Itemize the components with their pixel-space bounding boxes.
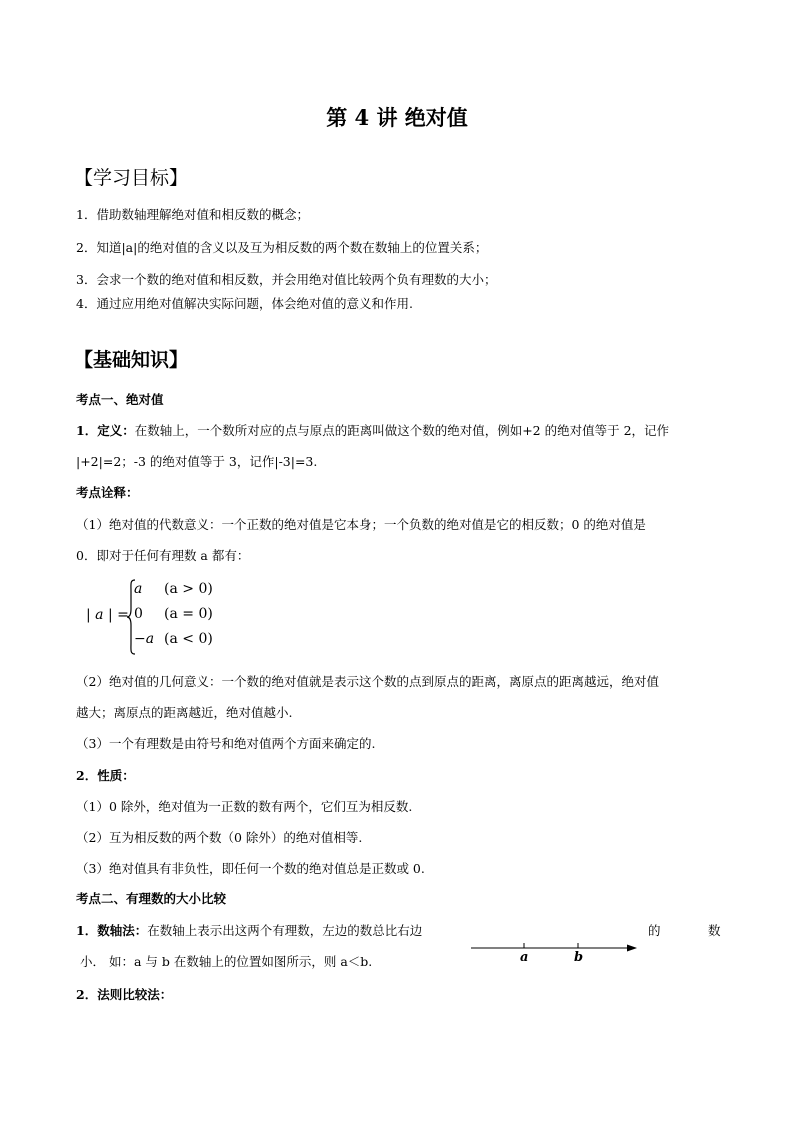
property-item: （3）绝对值具有非负性，即任何一个数的绝对值总是正数或 0. [76,861,425,876]
number-line-label-b: b [574,950,584,965]
objective-item: 1．借助数轴理解绝对值和相反数的概念； [76,207,309,222]
formula-value: 0 [134,606,143,622]
method1-text: 在数轴上表示出这两个有理数，左边的数总比右边 [147,923,423,938]
formula-condition: (a = 0) [164,606,213,622]
definition-text: 在数轴上，一个数所对应的点与原点的距离叫做这个数的绝对值，例如+2 的绝对值等于 2，记作 [134,423,670,438]
basics-heading: 【基础知识】 [74,349,189,371]
formula-row [134,581,213,597]
number-line-label-a: a [520,950,529,965]
method1-tail-1: 的 [648,923,661,938]
definition-text-2: |+2|=2；-3 的绝对值等于 3，记作|-3|=3. [76,454,318,469]
explain-1a: （1）绝对值的代数意义：一个正数的绝对值是它本身；一个负数的绝对值是它的相反数；0 的绝对值是 [76,517,646,532]
objectives-heading: 【学习目标】 [74,167,189,189]
number-line-diagram [471,938,641,968]
definition-label: 1．定义： [76,423,135,438]
formula-value: −a [134,631,155,647]
formula-condition: (a > 0) [164,581,213,597]
formula-lhs: | a | = [86,607,129,623]
explain-2a: （2）绝对值的几何意义：一个数的绝对值就是表示这个数的点到原点的距离，离原点的距离越远，绝对值 [76,674,659,689]
absolute-value-formula [86,577,246,655]
number-line-axis [471,938,641,968]
point1-title: 考点一、绝对值 [76,392,164,407]
definition-line [76,421,669,439]
method1-tail-2: 数 [708,923,721,938]
objective-item: 4．通过应用绝对值解决实际问题，体会绝对值的意义和作用. [76,296,413,311]
property-title: 2．性质： [76,768,135,783]
formula-row [134,631,213,647]
objective-item: 2．知道|a|的绝对值的含义以及互为相反数的两个数在数轴上的位置关系； [76,240,488,255]
method1-label: 1．数轴法： [76,923,148,938]
explain-2b: 越大；离原点的距离越近，绝对值越小. [76,705,293,720]
property-item: （2）互为相反数的两个数（0 除外）的绝对值相等. [76,830,363,845]
property-item: （1）0 除外，绝对值为一正数的数有两个，它们互为相反数. [76,799,413,814]
formula-value: a [134,581,143,597]
objective-item: 3．会求一个数的绝对值和相反数，并会用绝对值比较两个负有理数的大小； [76,272,497,287]
number-line-method [76,921,422,939]
point2-title: 考点二、有理数的大小比较 [76,891,227,906]
formula-row [134,606,213,622]
method1-text-2: 小． 如：a 与 b 在数轴上的位置如图所示，则 a＜b. [80,954,373,969]
explain-title: 考点诠释： [76,485,139,500]
formula-condition: (a < 0) [164,631,213,647]
page-title: 第 4 讲 绝对值 [326,105,468,130]
method2-label: 2．法则比较法： [76,987,173,1002]
explain-3: （3）一个有理数是由符号和绝对值两个方面来确定的. [76,736,376,751]
explain-1b: 0．即对于任何有理数 a 都有： [76,548,250,563]
